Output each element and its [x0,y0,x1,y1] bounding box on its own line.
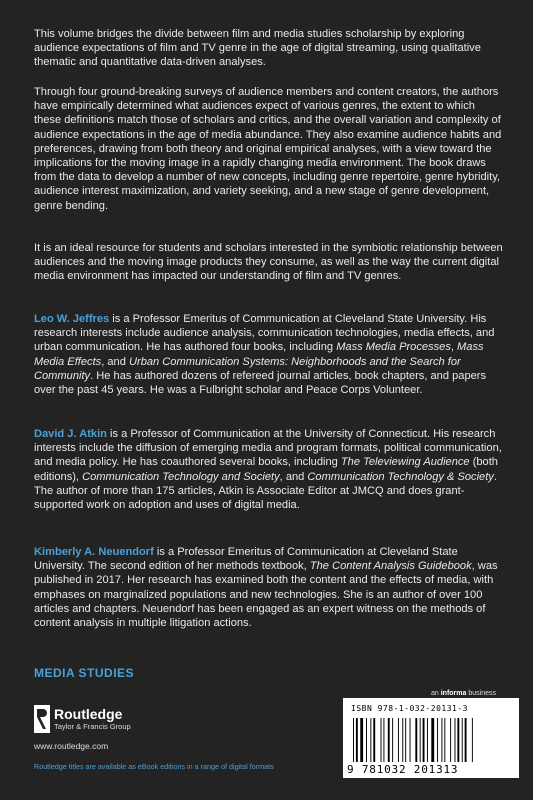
publisher-name: Routledge [54,706,123,722]
description-paragraph-3: It is an ideal resource for students and scholars interested in the symbiotic relationship between audiences and the moving image products they consume, as well as the way the current digital media environment has impacted our understanding of film and TV genres. [34,242,503,283]
book-title: The Content Analysis Guidebook [309,560,472,573]
author-name: Leo W. Jeffres [34,313,110,325]
informa-suffix: business [466,690,496,697]
description-paragraph-1: This volume bridges the divide between film and media studies scholarship by exploring audience expectations of film and TV genre in the age of digital streaming, using qualitative thematic and quantitative data-driven analyses. [34,28,481,69]
description-paragraph-2: Through four ground-breaking surveys of audience members and content creators, the authors have empirically determined what audiences expect of various genres, the extent to which these definitions match those of scholars and critics, and the overall variation and complexity of audience expectations in the age of media abundance. They also examine audience habits and preferences, drawing from both theory and original empirical analyses, with a view toward the implications for the moving image in a rapidly changing media environment. The book draws from the data to develop a number of new concepts, including genre repertoire, genre hybridity, audience interest maximization, and variety seeking, and a new stage of genre development, genre bending. [34,86,502,212]
bio-text: is a Professor of Communication at the University of Connecticut. His research interests include the diffusion of emerging media and program formats, political communication, and media policy. He has coauthored several books, including [34,428,502,469]
author-name: David J. Atkin [34,428,107,440]
bio-text: , and [101,355,129,368]
book-title: Urban Communication Systems: Neighborhoods and the Search for Community [34,355,461,382]
ebook-note: Routledge titles are available as eBook editions in a range of digital formats [34,762,274,771]
informa-line [431,690,496,697]
isbn-barcode-box [343,698,519,778]
author-bio-neuendorf [34,545,504,630]
author-name: Kimberly A. Neuendorf [34,546,154,558]
barcode [351,718,511,762]
bio-text: , was published in 2017. Her research has examined both the content and the effects of media, with emphases on marginalized populations and new technologies. She is an author of over 100 articles and chapters. Neuendorf has been engaged as an expert witness on the methods of content analysis in multiple litigation actions. [34,560,498,630]
book-title: Mass Media Effects [34,341,484,368]
bio-text: is a Professor Emeritus of Communication at Cleveland State University. His research interests include audience analysis, communication technologies, media effects, and urban communication. He has authored four books, including [34,313,495,354]
author-bio-jeffres [34,312,504,397]
publisher-group: Taylor & Francis Group [54,722,131,731]
informa-brand: informa [440,690,467,697]
book-title: Communication Technology & Society [307,470,494,483]
subject-label: MEDIA STUDIES [34,666,135,680]
book-title: Communication Technology and Society [82,470,280,483]
book-title: Mass Media Processes [336,341,451,354]
publisher-url: www.routledge.com [34,741,109,751]
book-title: The Televiewing Audience [340,456,470,469]
bio-text: . He has authored dozens of refereed journal articles, book chapters, and papers over the past 45 years. He was a Fulbright scholar and Peace Corps Volunteer. [34,369,487,397]
publisher-logo [34,705,131,733]
bio-text: , and [279,470,308,483]
bio-text: . The author of more than 175 articles, Atkin is Associate Editor at JMCQ and does grant-supported work on adoption and uses of digital media. [34,470,497,512]
informa-prefix: an [431,690,441,697]
routledge-logo-icon [34,705,50,733]
bio-text: is a Professor Emeritus of Communication at Cleveland State University. The second edition of her methods textbook, [34,546,458,573]
author-bio-atkin [34,427,504,512]
bio-text: (both editions), [34,456,498,483]
bio-text: , [450,341,458,354]
isbn-label: ISBN 978-1-032-20131-3 [351,704,468,713]
barcode-digits: 9 781032 201313 [347,763,459,776]
